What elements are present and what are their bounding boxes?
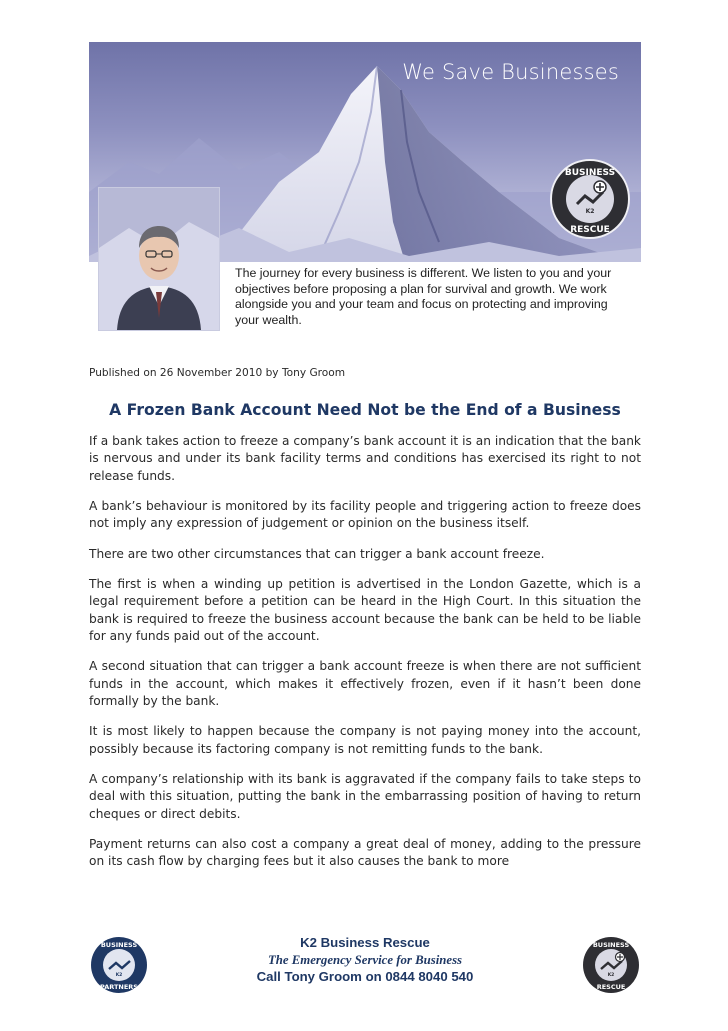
- badge-bottom-text: RESCUE: [570, 225, 610, 235]
- badge-top-text: BUSINESS: [564, 168, 616, 178]
- left-badge-middle: K2: [115, 973, 123, 978]
- person-avatar-icon: [99, 188, 219, 330]
- header-banner: [89, 42, 641, 346]
- left-badge-bottom: PARTNERS: [100, 983, 138, 991]
- article-title: A Frozen Bank Account Need Not be the End of a Business: [109, 401, 621, 419]
- article-body: [89, 433, 641, 884]
- footer: [89, 934, 641, 1014]
- footer-phone: Call Tony Groom on 0844 8040 540: [256, 969, 474, 984]
- right-badge-bottom: RESCUE: [596, 983, 626, 991]
- badge-middle-text: K2: [585, 208, 595, 215]
- left-badge-top: BUSINESS: [100, 941, 138, 949]
- business-rescue-logo: [581, 935, 641, 995]
- paragraph: If a bank takes action to freeze a company’s bank account it is an indication that the bank is nervous and under its bank facility terms and conditions has exercised its right to not release funds.: [89, 434, 641, 483]
- paragraph: The first is when a winding up petition is advertised in the London Gazette, which is a legal requirement before a petition can be heard in the High Court. In this situation the bank is required to freeze the business account because the bank can be held to be liable for any funds paid out of the account.: [89, 576, 641, 644]
- paragraph: A bank’s behaviour is monitored by its facility people and triggering action to freeze does not imply any expression of judgement or opinion on the business itself.: [89, 499, 641, 531]
- portrait-photo: [98, 187, 220, 331]
- paragraph: Payment returns can also cost a company a great deal of money, adding to the pressure on its cash flow by charging fees but it also causes the bank to more: [89, 836, 641, 869]
- published-line: Published on 26 November 2010 by Tony Groom: [89, 367, 346, 379]
- footer-contact: [89, 934, 641, 986]
- paragraph: A second situation that can trigger a bank account freeze is when there are not sufficient funds in the account, which makes it effectively frozen, even if it hasn’t been done formally by the bank.: [89, 659, 641, 709]
- paragraph: There are two other circumstances that can trigger a bank account freeze.: [89, 546, 545, 561]
- right-badge-middle: K2: [607, 973, 615, 978]
- footer-tagline: The Emergency Service for Business: [267, 953, 463, 967]
- slogan: We Save Businesses: [402, 60, 619, 84]
- paragraph: A company’s relationship with its bank is aggravated if the company fails to take steps to deal with this situation, putting the bank in the embarrassing position of having to return cheques or direct debits.: [89, 771, 641, 821]
- right-badge-top: BUSINESS: [592, 941, 630, 949]
- paragraph: It is most likely to happen because the company is not paying money into the account, possibly because its factoring company is not remitting funds to the bank.: [89, 724, 641, 756]
- footer-company-name: K2 Business Rescue: [300, 935, 430, 950]
- intro-text: The journey for every business is different. We listen to you and your objectives before proposing a plan for survival and growth. We work alongside you and your team and focus on protecting and improving your wealth.: [235, 266, 612, 327]
- business-rescue-badge: [549, 158, 631, 240]
